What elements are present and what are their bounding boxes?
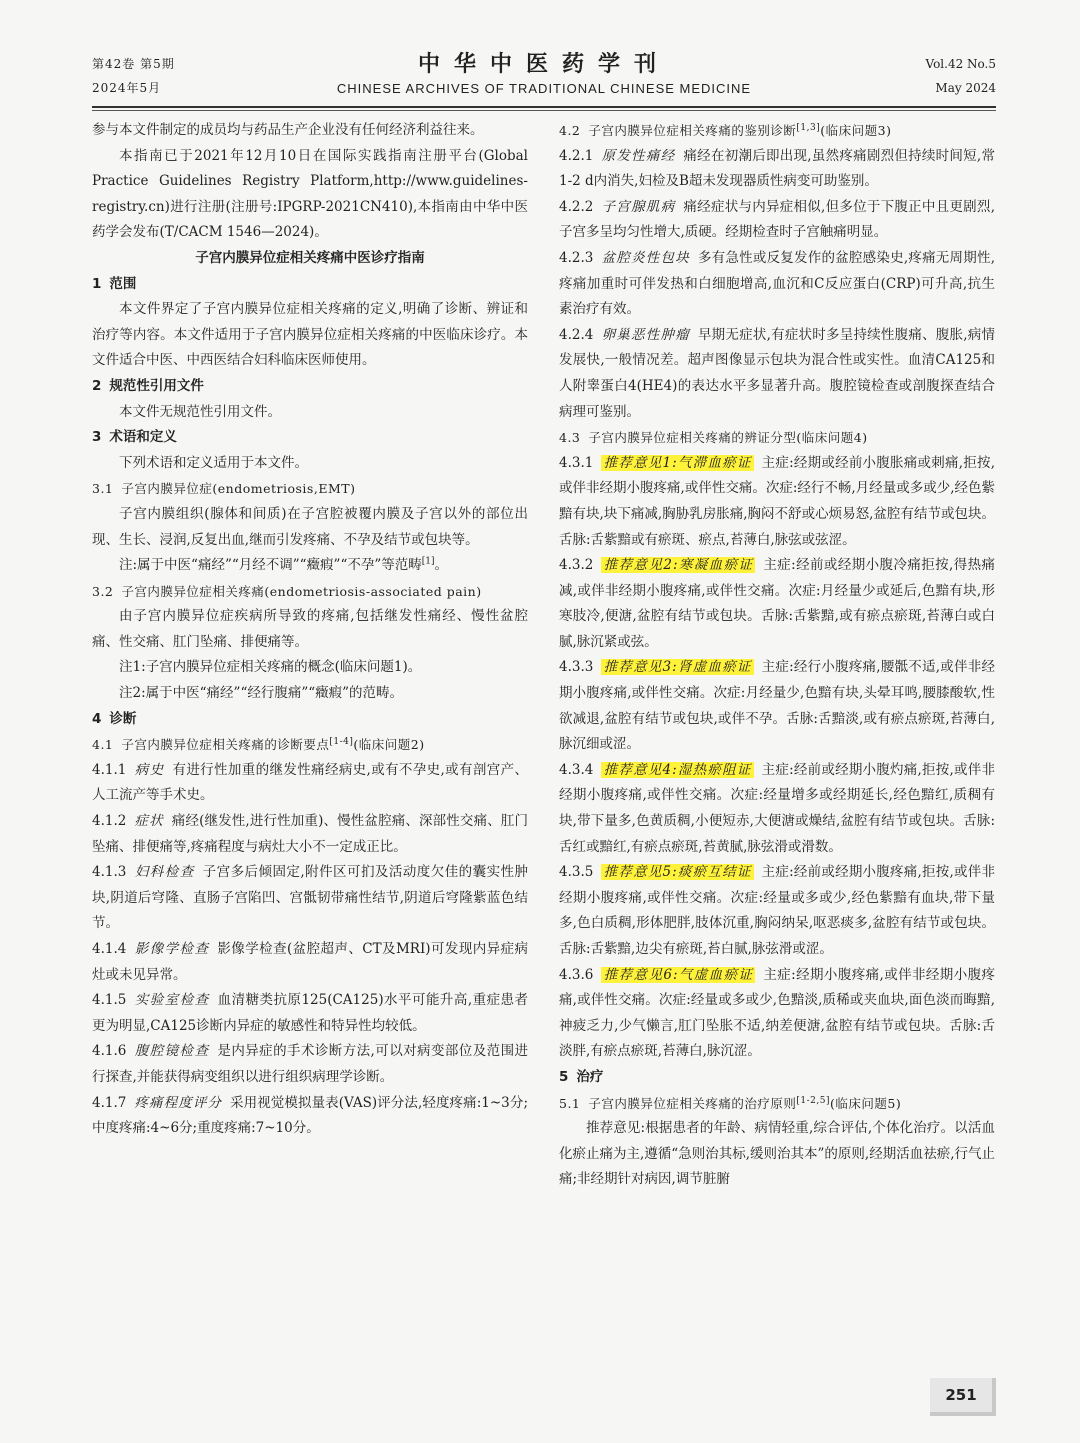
note: 注2:属于中医“痛经”“经行腹痛”“癥瘕”的范畴。 (119, 685, 404, 702)
recommendation: 4.3.2 推荐意见2:寒凝血瘀证 主症:经前或经期小腹冷痛拒按,得热痛减,或伴非经期小腹疼痛,或伴性交痛。次症:月经量少或延后,色黯有块,形寒肢冷,便溏,盆腔有结节或包块。舌脉:舌紫黯,或有瘀点瘀斑,苔薄白或白腻,脉沉紧或弦。 (559, 557, 996, 650)
section-heading: 3 术语和定义 (92, 429, 177, 446)
section-heading: 1 范围 (92, 275, 137, 292)
journal-title (272, 50, 816, 98)
highlighted-recommendation: 推荐意见6:气虚血瘀证 (603, 966, 754, 983)
recommendation: 4.3.1 推荐意见1:气滞血瘀证 主症:经期或经前小腹胀痛或刺痛,拒按,或伴非经期小腹疼痛,或伴性交痛。次症:经行不畅,月经量或多或少,经色紫黯有块,块下痛减,胸胁乳房胀痛,胸闷不舒或心烦易怒,盆腔有结节或包块。舌脉:舌紫黯或有瘀斑、瘀点,苔薄白,脉弦或弦涩。 (559, 454, 995, 548)
citation: [1-2,5] (796, 1095, 831, 1106)
paragraph: 本指南已于2021年12月10日在国际实践指南注册平台(Global Practice Guidelines Registry Platform,http://www.guidelines-registry.cn)进行注册(注册号:IPGRP-2021CN410),本指南由中华中医药学会发布(T/CACM 1546—2024)。 (92, 147, 528, 241)
journal-title-en: CHINESE ARCHIVES OF TRADITIONAL CHINESE MEDICINE (336, 81, 752, 96)
subsection-heading: 5.1 子宫内膜异位症相关疼痛的治疗原则[1-2,5](临床问题5) (559, 1095, 902, 1111)
note: 注1:子宫内膜异位症相关疼痛的概念(临床问题1)。 (119, 659, 422, 676)
paragraph: 4.1.4 影像学检查 影像学检查(盆腔超声、CT及MRI)可发现内异症病灶或未见异常。 (92, 941, 529, 983)
paragraph: 4.2.3 盆腔炎性包块 多有急性或反复发作的盆腔感染史,疼痛无周期性,疼痛加重时可伴发热和白细胞增高,血沉和C反应蛋白(CRP)可升高,抗生素治疗有效。 (559, 249, 996, 318)
subsection-heading: 4.1 子宫内膜异位症相关疼痛的诊断要点[1-4](临床问题2) (92, 737, 425, 753)
paragraph: 4.1.2 症状 痛经(继发性,进行性加重)、慢性盆腔痛、深部性交痛、肛门坠痛、排便痛等,疼痛程度与病灶大小不一定成正比。 (92, 813, 529, 855)
right-column (559, 118, 995, 1193)
header-left (92, 52, 175, 100)
subsection-heading: 3.2 子宫内膜异位症相关疼痛(endometriosis-associated pain) (92, 583, 482, 599)
recommendation: 4.3.4 推荐意见4:湿热瘀阻证 主症:经前或经期小腹灼痛,拒按,或伴非经期小腹疼痛,或伴性交痛。次症:经量增多或经期延长,经色黯红,质稠有块,带下量多,色黄质稠,小便短赤,大便溏或燥结,盆腔有结节或包块。舌脉:舌红或黯红,有瘀点瘀斑,苔黄腻,脉弦滑或滑数。 (559, 761, 995, 855)
citation: [1,3] (796, 122, 821, 133)
section-heading: 2 规范性引用文件 (92, 377, 204, 394)
subsection-heading: 4.3 子宫内膜异位症相关疼痛的辨证分型(临床问题4) (559, 430, 868, 446)
paragraph: 4.1.3 妇科检查 子宫多后倾固定,附件区可扪及活动度欠佳的囊实性肿块,阴道后穹隆、直肠子宫陷凹、宫骶韧带痛性结节,阴道后穹隆紫蓝色结节。 (92, 864, 528, 932)
highlighted-recommendation: 推荐意见4:湿热瘀阻证 (603, 761, 752, 778)
citation: [1-4] (329, 737, 354, 748)
paragraph: 下列术语和定义适用于本文件。 (119, 454, 308, 471)
highlighted-recommendation: 推荐意见1:气滞血瘀证 (603, 454, 752, 471)
paragraph: 推荐意见:根据患者的年龄、病情轻重,综合评估,个体化治疗。以活血化瘀止痛为主,遵循“急则治其标,缓则治其本”的原则,经期活血祛瘀,行气止痛;非经期针对病因,调节脏腑 (559, 1120, 995, 1188)
subsection-heading: 4.2 子宫内膜异位症相关疼痛的鉴别诊断[1,3](临床问题3) (559, 122, 892, 138)
highlighted-recommendation: 推荐意见3:肾虚血瘀证 (603, 659, 752, 676)
note: 注:属于中医“痛经”“月经不调”“癥瘕”“不孕”等范畴[1]。 (119, 556, 449, 574)
paragraph: 参与本文件制定的成员均与药品生产企业没有任何经济利益往来。 (92, 122, 484, 138)
journal-title-cn: 中华中医药学刊 (417, 52, 670, 77)
paragraph: 4.1.6 腹腔镜检查 是内异症的手术诊断方法,可以对病变部位及范围进行探查,并能获得病变组织以进行组织病理学诊断。 (92, 1043, 529, 1085)
running-header (92, 52, 996, 102)
recommendation: 4.3.3 推荐意见3:肾虚血瘀证 主症:经行小腹疼痛,腰骶不适,或伴非经期小腹疼痛,或伴性交痛。次症:月经量少,色黯有块,头晕耳鸣,腰膝酸软,性欲减退,盆腔有结节或包块,或伴不孕。舌脉:舌黯淡,或有瘀点瘀斑,苔薄白,脉沉细或涩。 (559, 659, 995, 753)
paragraph: 本文件界定了子宫内膜异位症相关疼痛的定义,明确了诊断、辨证和治疗等内容。本文件适用于子宫内膜异位症相关疼痛的中医临床诊疗。本文件适合中医、中西医结合妇科临床医师使用。 (92, 301, 528, 369)
section-heading: 5 治疗 (559, 1068, 604, 1085)
recommendation: 4.3.6 推荐意见6:气虚血瘀证 主症:经期小腹疼痛,或伴非经期小腹疼痛,或伴性交痛。次症:经量或多或少,色黯淡,质稀或夹血块,面色淡而晦黯,神疲乏力,少气懒言,肛门坠胀不适,纳差便溏,盆腔有结节或包块。舌脉:舌淡胖,有瘀点瘀斑,苔薄白,脉沉涩。 (559, 966, 996, 1060)
volume-issue-en: Vol.42 No.5 (925, 57, 996, 71)
paragraph: 4.1.7 疼痛程度评分 采用视觉模拟量表(VAS)评分法,轻度疼痛:1~3分;中度疼痛:4~6分;重度疼痛:7~10分。 (92, 1094, 529, 1137)
subsection-heading: 3.1 子宫内膜异位症(endometriosis,EMT) (92, 481, 356, 497)
paragraph: 4.1.1 病史 有进行性加重的继发性痛经病史,或有不孕史,或有剖宫产、人工流产等手术史。 (92, 761, 528, 804)
paragraph: 子宫内膜组织(腺体和间质)在子宫腔被覆内膜及子宫以外的部位出现、生长、浸润,反复出血,继而引发疼痛、不孕及结节或包块等。 (92, 505, 528, 548)
paragraph: 4.1.5 实验室检查 血清糖类抗原125(CA125)水平可能升高,重症患者更为明显,CA125诊断内异症的敏感性和特异性均较低。 (92, 992, 528, 1034)
paragraph: 4.2.4 卵巢恶性肿瘤 早期无症状,有症状时多呈持续性腹痛、腹胀,病情发展快,一般情况差。超声图像显示包块为混合性或实性。血清CA125和人附睾蛋白4(HE4)的表达水平多显著升高。腹腔镜检查或剖腹探查结合病理可鉴别。 (559, 326, 996, 420)
header-rule-thin (92, 110, 996, 111)
citation: [1] (421, 556, 435, 567)
volume-issue-cn: 第42卷 第5期 (92, 57, 175, 71)
guideline-title: 子宫内膜异位症相关疼痛中医诊疗指南 (195, 249, 425, 266)
recommendation: 4.3.5 推荐意见5:痰瘀互结证 主症:经前或经期小腹疼痛,拒按,或伴非经期小腹疼痛,或伴性交痛。次症:经量或多或少,经色紫黯有血块,带下量多,色白质稠,形体肥胖,肢体沉重,胸闷纳呆,呕恶痰多,盆腔有结节或包块。舌脉:舌紫黯,边尖有瘀斑,苔白腻,脉弦滑或涩。 (559, 864, 995, 957)
page-number: 251 (930, 1378, 996, 1416)
paragraph: 由子宫内膜异位症疾病所导致的疼痛,包括继发性痛经、慢性盆腔痛、性交痛、肛门坠痛、排便痛等。 (92, 608, 528, 650)
header-right (926, 52, 997, 100)
date-en: May 2024 (935, 81, 996, 95)
highlighted-recommendation: 推荐意见5:痰瘀互结证 (603, 864, 752, 881)
highlighted-recommendation: 推荐意见2:寒凝血瘀证 (603, 557, 754, 574)
section-heading: 4 诊断 (92, 710, 137, 727)
header-rule (92, 106, 996, 108)
paragraph: 4.2.2 子宫腺肌病 痛经症状与内异症相似,但多位于下腹正中且更剧烈,子宫多呈均匀性增大,质硬。经期检查时子宫触痛明显。 (559, 198, 995, 241)
left-column (92, 118, 528, 1142)
paragraph: 本文件无规范性引用文件。 (119, 403, 281, 420)
date-cn: 2024年5月 (92, 81, 162, 95)
paragraph: 4.2.1 原发性痛经 痛经在初潮后即出现,虽然疼痛剧烈但持续时间短,常1-2 d内消失,妇检及B超未发现器质性病变可助鉴别。 (559, 147, 995, 190)
